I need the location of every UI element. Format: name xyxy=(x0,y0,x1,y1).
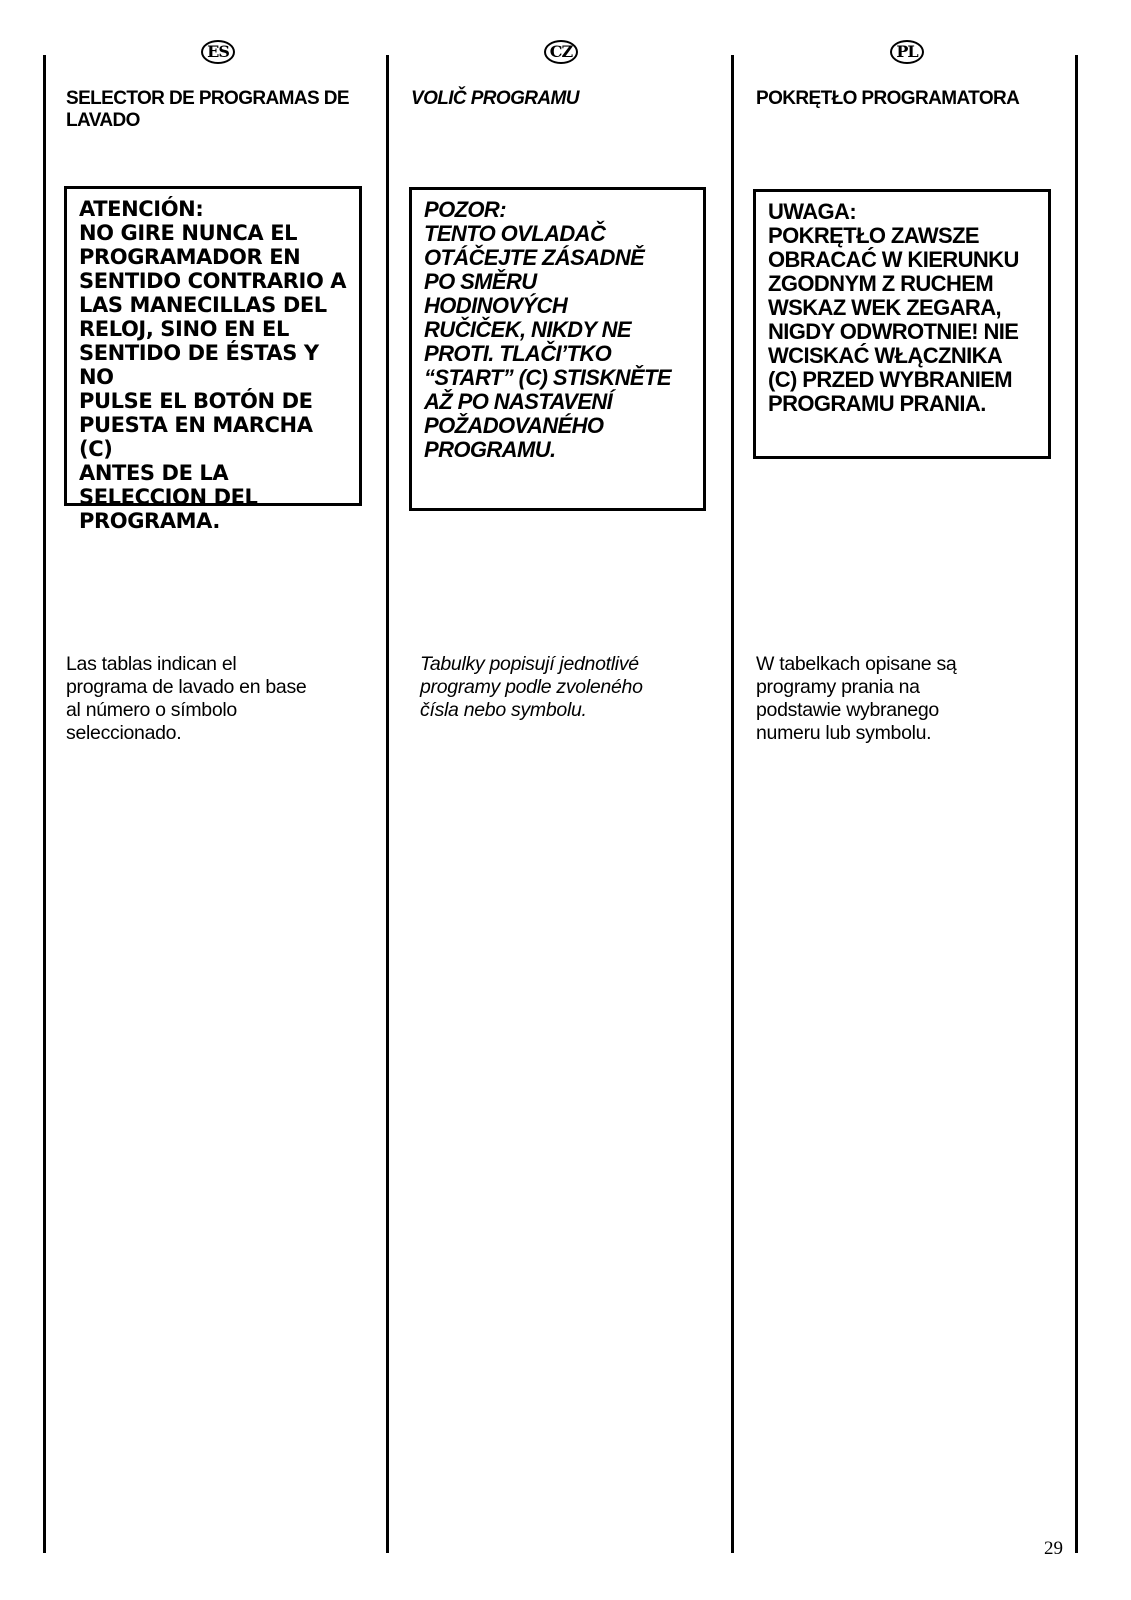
heading-cz: VOLIČ PROGRAMU xyxy=(411,88,579,109)
heading-es: SELECTOR DE PROGRAMAS DE LAVADO xyxy=(66,88,349,131)
warning-box-es xyxy=(64,186,362,533)
warning-text-cz: POZOR: TENTO OVLADAČ OTÁČEJTE ZÁSADNĚ PO SMĚRU HODINOVÝCH RUČIČEK, NIKDY NE PROTI. TLAČI’TKO “START” (C) STISKNĚTE AŽ PO NASTAVENÍ POŽADOVANÉHO PROGRAMU. xyxy=(424,197,671,462)
lang-badge-cz: CZ xyxy=(544,40,578,64)
column-divider-middle-left xyxy=(386,55,389,1553)
column-divider-right xyxy=(1075,55,1078,1553)
lang-badge-es: ES xyxy=(201,40,235,64)
page-number: 29 xyxy=(1044,1538,1063,1559)
description-cz: Tabulky popisují jednotlivé programy podle zvoleného čísla nebo symbolu. xyxy=(420,653,643,721)
warning-box-pl xyxy=(753,189,1051,459)
description-es: Las tablas indican el programa de lavado en base al número o símbolo seleccionado. xyxy=(66,653,307,744)
description-pl: W tabelkach opisane są programy prania na podstawie wybranego numeru lub symbolu. xyxy=(756,653,957,744)
warning-text-pl: UWAGA: POKRĘTŁO ZAWSZE OBRACAĆ W KIERUNKU ZGODNYM Z RUCHEM WSKAZ WEK ZEGARA, NIGDY ODWROTNIE! NIE WCISKAĆ WŁĄCZNIKA (C) PRZED WYBRANIEM PROGRAMU PRANIA. xyxy=(768,199,1019,416)
warning-text-es: ATENCIÓN: NO GIRE NUNCA EL PROGRAMADOR EN SENTIDO CONTRARIO A LAS MANECILLAS DEL RELOJ, SINO EN EL SENTIDO DE ÉSTAS Y NO PULSE EL BOTÓN DE PUESTA EN MARCHA (C) ANTES DE LA SELECCION DEL PROGRAMA. xyxy=(79,197,347,533)
column-divider-left xyxy=(43,55,46,1553)
heading-pl: POKRĘTŁO PROGRAMATORA xyxy=(756,88,1020,109)
warning-box-cz xyxy=(409,187,706,511)
lang-badge-pl: PL xyxy=(890,40,924,64)
column-divider-middle-right xyxy=(731,55,734,1553)
